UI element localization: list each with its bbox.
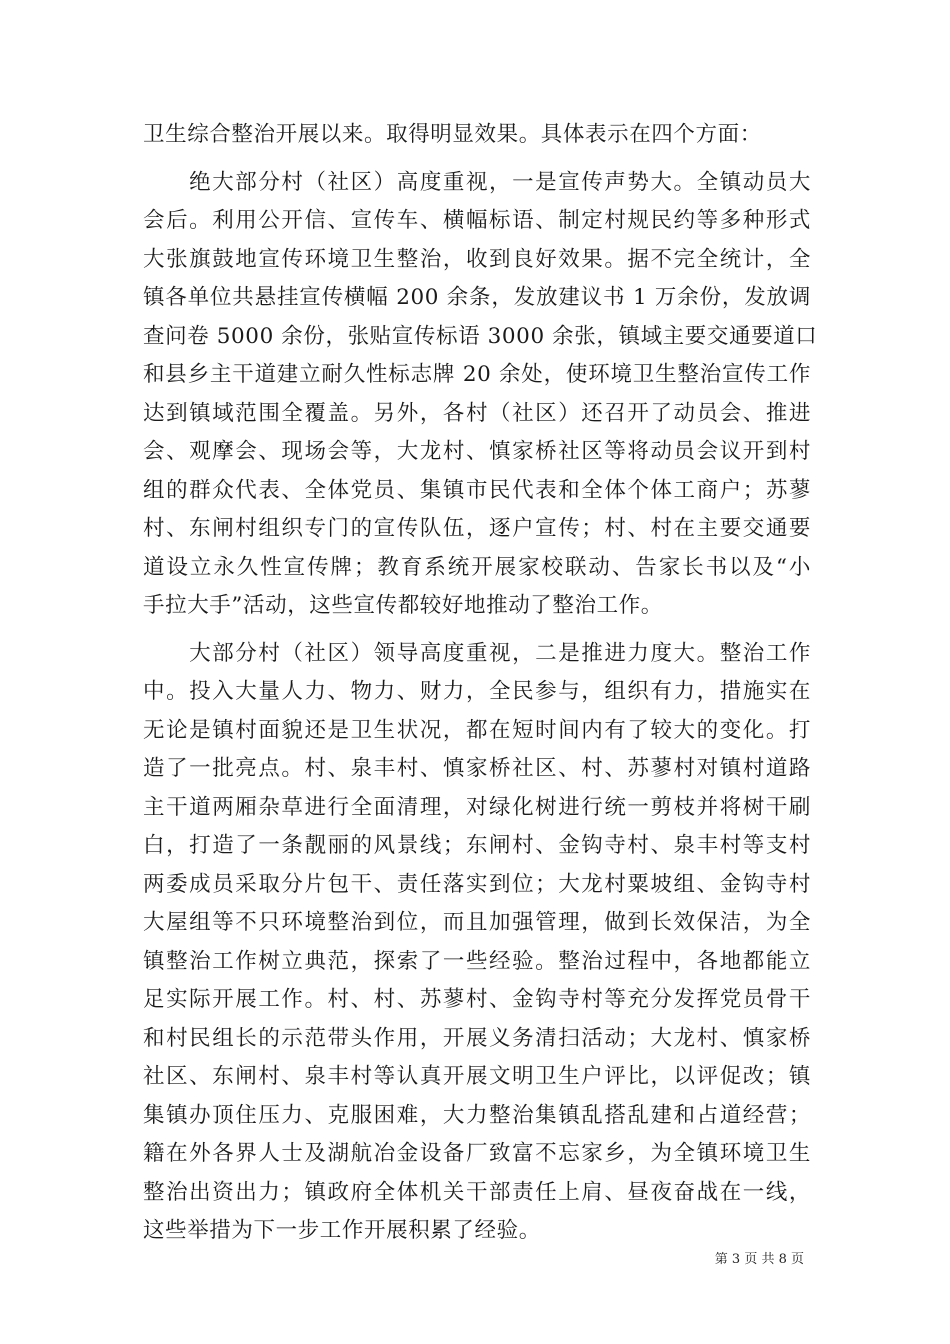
text-line: 大屋组等不只环境整治到位，而且加强管理，做到长效保洁，为全 xyxy=(143,910,811,935)
text-line: 主干道两厢杂草进行全面清理，对绿化树进行统一剪枝并将树干刷 xyxy=(143,794,811,820)
text-line: 整治出资出力；镇政府全体机关干部责任上肩、昼夜奋战在一线， xyxy=(143,1179,811,1205)
page-number-footer: 第 3 页 共 8 页 xyxy=(714,1252,804,1267)
text-line: 造了一批亮点。村、泉丰村、慎家桥社区、村、苏蓼村对镇村道路 xyxy=(143,756,811,781)
text-line: 集镇办顶住压力、克服困难，大力整治集镇乱搭乱建和占道经营； xyxy=(143,1102,811,1128)
text-line: 中。投入大量人力、物力、财力，全民参与，组织有力，措施实在 xyxy=(143,679,811,704)
text-line: 组的群众代表、全体党员、集镇市民代表和全体个体工商户；苏蓼 xyxy=(143,477,811,503)
text-line: 会后。利用公开信、宣传车、横幅标语、制定村规民约等多种形式 xyxy=(143,208,811,233)
text-line: 这些举措为下一步工作开展积累了经验。 xyxy=(143,1218,541,1243)
paragraph-publicity xyxy=(143,164,818,626)
text-line: 达到镇域范围全覆盖。另外，各村（社区）还召开了动员会、推进 xyxy=(143,400,811,426)
text-line: 和县乡主干道建立耐久性标志牌 20 余处，使环境卫生整治宣传工作 xyxy=(143,362,811,387)
text-line: 会、观摩会、现场会等，大龙村、慎家桥社区等将动员会议开到村 xyxy=(143,439,811,464)
text-line: 镇整治工作树立典范，探索了一些经验。整治过程中，各地都能立 xyxy=(143,948,811,974)
text-line: 两委成员采取分片包干、责任落实到位；大龙村粟坡组、金钩寺村 xyxy=(143,871,811,897)
text-line: 白，打造了一条靓丽的风景线；东闸村、金钩寺村、泉丰村等支村 xyxy=(143,833,811,858)
text-line: 大部分村（社区）领导高度重视，二是推进力度大。整治工作 xyxy=(143,640,811,666)
text-line: 大张旗鼓地宣传环境卫生整治，收到良好效果。据不完全统计，全 xyxy=(143,246,811,272)
text-line: 社区、东闸村、泉丰村等认真开展文明卫生户评比，以评促改；镇 xyxy=(143,1064,811,1089)
text-line: 足实际开展工作。村、村、苏蓼村、金钩寺村等充分发挥党员骨干 xyxy=(143,987,811,1012)
paragraph-progress xyxy=(143,635,811,1251)
document-body xyxy=(143,116,818,1260)
text-line: 道设立永久性宣传牌；教育系统开展家校联动、告家长书以及“小 xyxy=(143,554,811,580)
text-line: 和村民组长的示范带头作用，开展义务清扫活动；大龙村、慎家桥 xyxy=(143,1025,811,1051)
text-line: 籍在外各界人士及湖航冶金设备厂致富不忘家乡，为全镇环境卫生 xyxy=(143,1141,811,1166)
text-line: 绝大部分村（社区）高度重视，一是宣传声势大。全镇动员大 xyxy=(143,169,811,195)
text-line: 卫生综合整治开展以来。取得明显效果。具体表示在四个方面： xyxy=(143,122,762,147)
text-line: 无论是镇村面貌还是卫生状况，都在短时间内有了较大的变化。打 xyxy=(143,717,811,743)
text-line: 镇各单位共悬挂宣传横幅 200 余条，发放建议书 1 万余份，发放调 xyxy=(143,285,811,310)
paragraph-intro xyxy=(143,116,811,155)
text-line: 查问卷 5000 余份，张贴宣传标语 3000 余张，镇域主要交通要道口 xyxy=(143,323,818,349)
text-line: 村、东闸村组织专门的宣传队伍，逐户宣传；村、村在主要交通要 xyxy=(143,516,811,541)
text-line: 手拉大手”活动，这些宣传都较好地推动了整治工作。 xyxy=(143,593,663,618)
